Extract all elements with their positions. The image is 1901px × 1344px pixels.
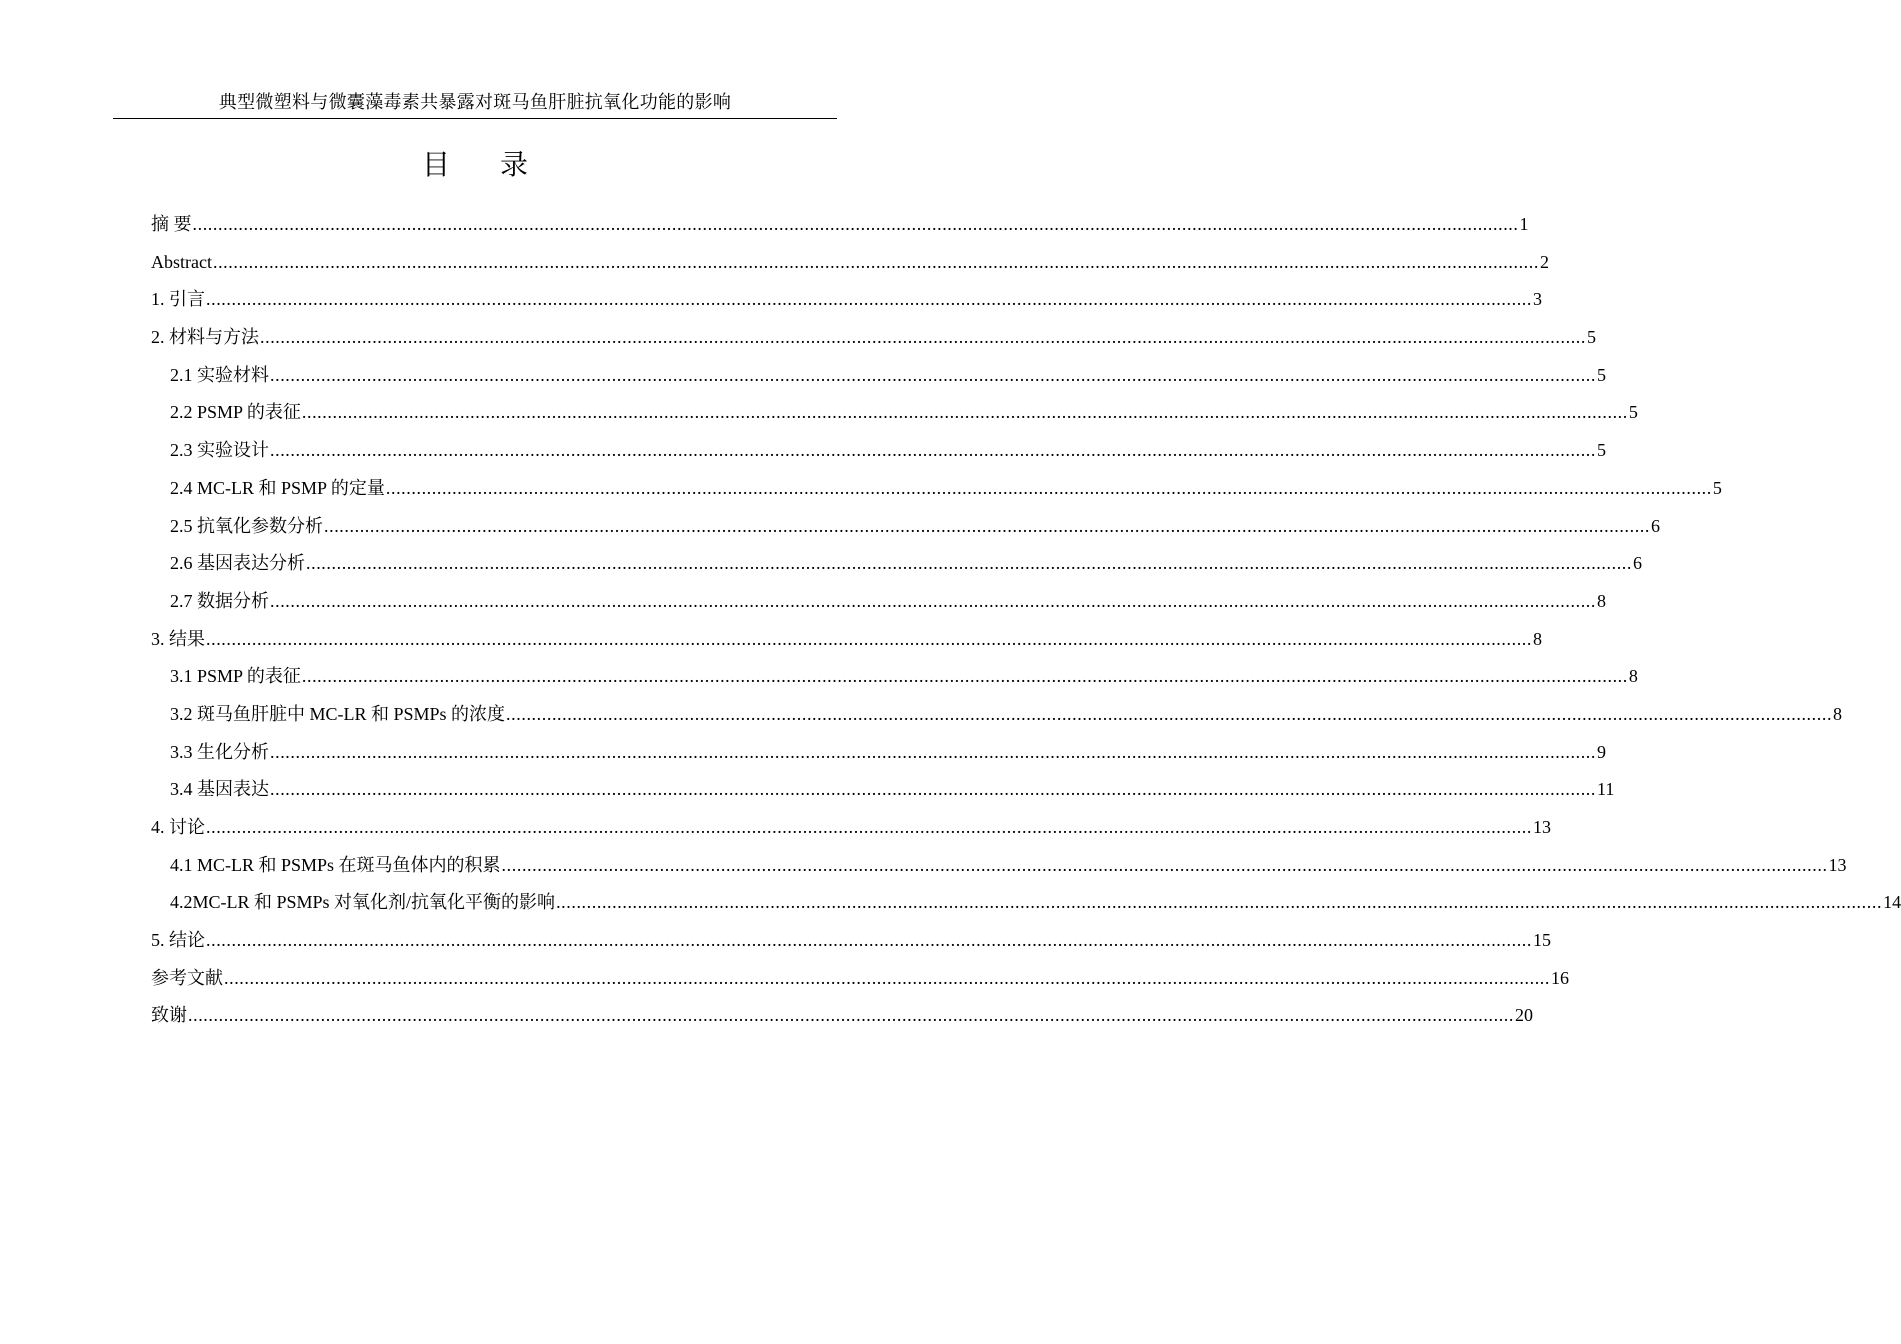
toc-entry-page: 15 xyxy=(1533,930,1551,951)
toc-entry-page: 9 xyxy=(1597,741,1606,762)
toc-entry-label: 2.2 PSMP 的表征 xyxy=(170,402,301,423)
toc-entry-label: 5. 结论 xyxy=(151,930,205,951)
toc-entry-page: 5 xyxy=(1587,327,1596,348)
toc-entry-page: 5 xyxy=(1712,477,1722,498)
toc-dot-leader: .................................................................................................................................................................................................................................................................... xyxy=(270,779,1596,800)
toc-entry-page: 8 xyxy=(1597,590,1606,611)
toc-dot-leader: .................................................................................................................................................................................................................................................................... xyxy=(260,327,1586,348)
toc-dot-leader: .................................................................................................................................................................................................................................................................... xyxy=(212,251,1539,272)
toc-entry-label: 2.4 MC-LR 和 PSMP 的定量 xyxy=(170,477,385,498)
toc-entry-label: Abstract xyxy=(151,251,212,272)
toc-title xyxy=(0,145,950,185)
toc-subentry[interactable] xyxy=(151,658,1638,696)
toc-subentry[interactable] xyxy=(151,545,1642,583)
toc-dot-leader: .................................................................................................................................................................................................................................................................... xyxy=(270,741,1596,762)
toc-entry[interactable] xyxy=(151,206,1529,244)
toc-list xyxy=(151,206,1901,1035)
toc-entry-page: 13 xyxy=(1828,854,1847,875)
toc-dot-leader: .................................................................................................................................................................................................................................................................... xyxy=(324,515,1650,536)
toc-dot-leader: .................................................................................................................................................................................................................................................................... xyxy=(556,892,1883,913)
toc-entry-label: 3.1 PSMP 的表征 xyxy=(170,666,301,687)
toc-dot-leader: .................................................................................................................................................................................................................................................................... xyxy=(206,289,1532,310)
toc-title-char-1: 目 xyxy=(421,148,450,181)
toc-entry-label: 2.3 实验设计 xyxy=(170,440,269,461)
toc-entry-page: 5 xyxy=(1597,364,1606,385)
toc-entry[interactable] xyxy=(151,281,1542,319)
toc-subentry[interactable] xyxy=(151,847,1847,885)
toc-entry[interactable] xyxy=(151,319,1596,357)
toc-dot-leader: .................................................................................................................................................................................................................................................................... xyxy=(206,817,1532,837)
toc-entry[interactable] xyxy=(151,997,1533,1035)
running-header: 典型微塑料与微囊藻毒素共暴露对斑马鱼肝脏抗氧化功能的影响 xyxy=(218,92,732,112)
toc-entry-page: 14 xyxy=(1883,892,1901,913)
toc-entry[interactable] xyxy=(151,922,1551,960)
toc-entry-label: 摘 要 xyxy=(151,214,192,234)
toc-subentry[interactable] xyxy=(151,884,1901,922)
toc-dot-leader: .................................................................................................................................................................................................................................................................... xyxy=(192,214,1519,234)
toc-entry-page: 1 xyxy=(1519,214,1529,234)
toc-subentry[interactable] xyxy=(151,696,1843,734)
toc-entry-page: 5 xyxy=(1628,402,1638,423)
toc-subentry[interactable] xyxy=(151,508,1660,546)
toc-subentry[interactable] xyxy=(151,357,1606,395)
toc-entry-page: 8 xyxy=(1533,628,1542,649)
toc-entry-label: 4. 讨论 xyxy=(151,817,205,837)
toc-subentry[interactable] xyxy=(151,583,1606,621)
toc-dot-leader: .................................................................................................................................................................................................................................................................... xyxy=(306,553,1632,574)
toc-entry[interactable] xyxy=(151,621,1542,659)
toc-entry-label: 4.2MC-LR 和 PSMPs 对氧化剂/抗氧化平衡的影响 xyxy=(170,892,556,913)
toc-entry-label: 2. 材料与方法 xyxy=(151,327,259,348)
toc-dot-leader: .................................................................................................................................................................................................................................................................... xyxy=(301,666,1628,687)
header-divider xyxy=(113,118,837,119)
toc-dot-leader: .................................................................................................................................................................................................................................................................... xyxy=(385,477,1712,498)
toc-entry-page: 13 xyxy=(1533,817,1551,837)
toc-dot-leader: .................................................................................................................................................................................................................................................................... xyxy=(270,364,1596,385)
toc-subentry[interactable] xyxy=(151,734,1606,772)
toc-entry-label: 2.1 实验材料 xyxy=(170,364,269,385)
toc-dot-leader: .................................................................................................................................................................................................................................................................... xyxy=(188,1005,1514,1026)
toc-entry-page: 5 xyxy=(1597,440,1606,461)
toc-entry-page: 2 xyxy=(1539,251,1549,272)
toc-entry-page: 3 xyxy=(1533,289,1542,310)
toc-dot-leader: .................................................................................................................................................................................................................................................................... xyxy=(270,590,1596,611)
toc-entry-label: 1. 引言 xyxy=(151,289,205,310)
toc-entry[interactable] xyxy=(151,244,1549,282)
toc-entry-label: 3. 结果 xyxy=(151,628,205,649)
toc-entry-page: 8 xyxy=(1833,703,1843,724)
toc-entry-page: 20 xyxy=(1515,1005,1533,1026)
toc-entry-label: 4.1 MC-LR 和 PSMPs 在斑马鱼体内的积累 xyxy=(170,854,501,875)
toc-subentry[interactable] xyxy=(151,771,1615,809)
toc-entry[interactable] xyxy=(151,960,1569,998)
toc-dot-leader: .................................................................................................................................................................................................................................................................... xyxy=(270,440,1596,461)
toc-entry-label: 参考文献 xyxy=(151,967,223,988)
toc-title-char-2: 录 xyxy=(500,148,529,181)
toc-entry-page: 6 xyxy=(1651,515,1660,536)
toc-entry-label: 3.4 基因表达 xyxy=(170,779,269,800)
toc-entry-page: 16 xyxy=(1551,967,1569,988)
toc-dot-leader: .................................................................................................................................................................................................................................................................... xyxy=(506,703,1833,724)
toc-dot-leader: .................................................................................................................................................................................................................................................................... xyxy=(301,402,1628,423)
toc-dot-leader: .................................................................................................................................................................................................................................................................... xyxy=(224,967,1550,988)
toc-dot-leader: .................................................................................................................................................................................................................................................................... xyxy=(206,930,1532,951)
toc-entry-label: 3.2 斑马鱼肝脏中 MC-LR 和 PSMPs 的浓度 xyxy=(170,703,506,724)
toc-entry-page: 11 xyxy=(1597,779,1615,800)
toc-entry[interactable] xyxy=(151,809,1551,847)
toc-dot-leader: .................................................................................................................................................................................................................................................................... xyxy=(501,854,1828,875)
toc-entry-label: 2.5 抗氧化参数分析 xyxy=(170,515,323,536)
toc-entry-label: 2.7 数据分析 xyxy=(170,590,269,611)
toc-entry-page: 8 xyxy=(1628,666,1638,687)
toc-entry-label: 2.6 基因表达分析 xyxy=(170,553,305,574)
toc-subentry[interactable] xyxy=(151,470,1722,508)
toc-entry-label: 致谢 xyxy=(151,1005,187,1026)
toc-entry-page: 6 xyxy=(1633,553,1642,574)
toc-entry-label: 3.3 生化分析 xyxy=(170,741,269,762)
toc-subentry[interactable] xyxy=(151,394,1638,432)
toc-dot-leader: .................................................................................................................................................................................................................................................................... xyxy=(206,628,1532,649)
toc-subentry[interactable] xyxy=(151,432,1606,470)
